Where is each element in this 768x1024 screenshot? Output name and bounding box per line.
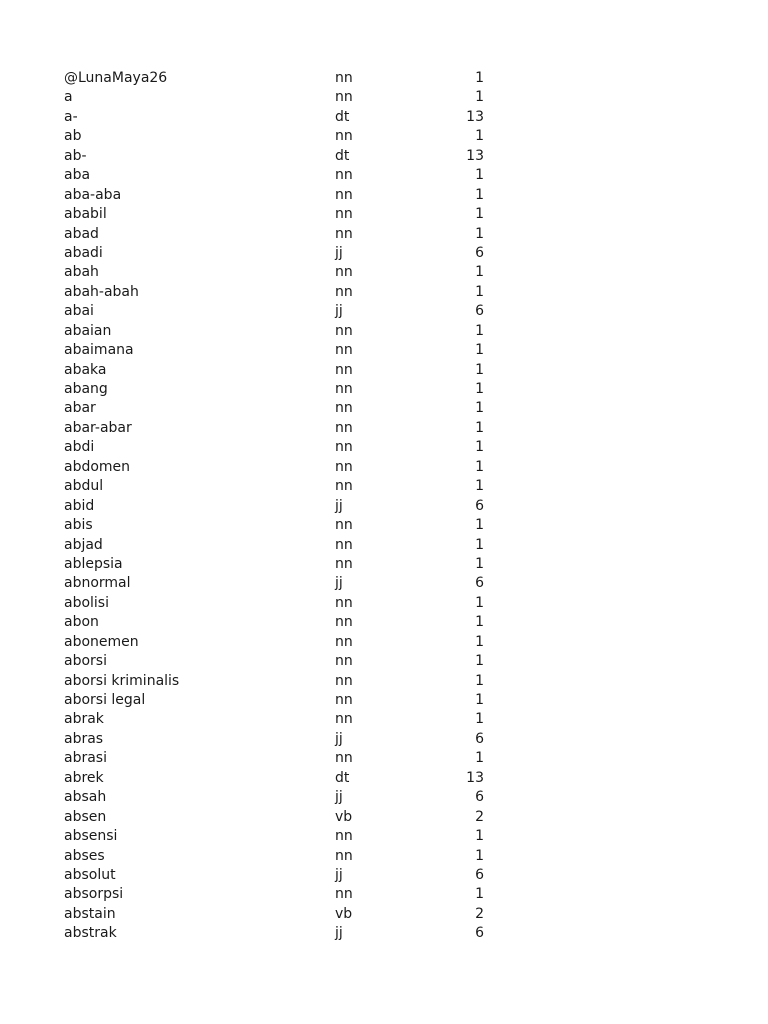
table-row (64, 574, 484, 593)
pos-tag-cell: nn (335, 886, 353, 903)
word-cell: abras (64, 730, 104, 747)
pos-tag-cell: nn (335, 89, 353, 106)
word-cell: absensi (64, 828, 118, 845)
pos-tag-cell: jj (335, 789, 343, 806)
count-cell: 6 (475, 866, 484, 883)
pos-tag-cell: jj (335, 730, 343, 747)
pos-tag-cell: nn (335, 672, 353, 689)
count-cell: 6 (475, 789, 484, 806)
word-cell: ababil (64, 206, 107, 223)
word-cell: absorpsi (64, 886, 124, 903)
count-cell: 2 (475, 905, 484, 922)
table-row (64, 885, 484, 904)
count-cell: 1 (475, 167, 484, 184)
table-row (64, 166, 484, 185)
table-row (64, 808, 484, 827)
count-cell: 6 (475, 497, 484, 514)
count-cell: 6 (475, 730, 484, 747)
word-cell: ab- (64, 147, 87, 164)
table-row (64, 594, 484, 613)
count-cell: 1 (475, 342, 484, 359)
count-cell: 1 (475, 555, 484, 572)
word-cell: abar (64, 400, 96, 417)
table-row (64, 710, 484, 729)
word-cell: abrek (64, 769, 104, 786)
count-cell: 6 (475, 925, 484, 942)
table-row (64, 341, 484, 360)
pos-tag-cell: nn (335, 322, 353, 339)
word-cell: abah-abah (64, 283, 139, 300)
table-row (64, 477, 484, 496)
count-cell: 1 (475, 70, 484, 86)
word-cell: abonemen (64, 633, 139, 650)
table-row (64, 497, 484, 516)
word-list-body (64, 69, 484, 944)
word-cell: abrasi (64, 750, 107, 767)
pos-tag-cell: nn (335, 711, 353, 728)
count-cell: 1 (475, 439, 484, 456)
pos-tag-cell: nn (335, 536, 353, 553)
pos-tag-cell: jj (335, 925, 343, 942)
table-row (64, 88, 484, 107)
word-cell: abaian (64, 322, 112, 339)
count-cell: 1 (475, 283, 484, 300)
pos-tag-cell: jj (335, 575, 343, 592)
table-row (64, 108, 484, 127)
pos-tag-cell: nn (335, 653, 353, 670)
pos-tag-cell: nn (335, 692, 353, 708)
pos-tag-cell: dt (335, 147, 350, 164)
table-row (64, 419, 484, 438)
word-cell: aba-aba (64, 186, 122, 203)
table-row (64, 225, 484, 244)
table-row (64, 516, 484, 535)
pos-tag-cell: nn (335, 167, 353, 184)
word-cell: abolisi (64, 594, 109, 611)
count-cell: 13 (466, 108, 484, 125)
word-cell: abnormal (64, 575, 131, 592)
table-row (64, 769, 484, 788)
pos-tag-cell: jj (335, 303, 343, 320)
word-cell: absolut (64, 866, 116, 883)
word-cell: abdomen (64, 458, 131, 475)
count-cell: 1 (475, 711, 484, 728)
pos-tag-cell: nn (335, 186, 353, 203)
table-row (64, 691, 484, 710)
word-cell: abaka (64, 361, 107, 378)
pos-tag-cell: nn (335, 828, 353, 845)
word-cell: abjad (64, 536, 103, 553)
count-cell: 2 (475, 808, 484, 825)
word-cell: aborsi legal (64, 692, 146, 708)
table-row (64, 847, 484, 866)
count-cell: 1 (475, 264, 484, 281)
table-row (64, 749, 484, 768)
table-row (64, 205, 484, 224)
table-row (64, 361, 484, 380)
count-cell: 1 (475, 594, 484, 611)
pos-tag-cell: nn (335, 342, 353, 359)
count-cell: 13 (466, 147, 484, 164)
word-cell: abid (64, 497, 95, 514)
word-cell: abses (64, 847, 105, 864)
word-cell: a (64, 89, 73, 106)
pos-tag-cell: nn (335, 517, 353, 534)
pos-tag-cell: nn (335, 633, 353, 650)
count-cell: 1 (475, 633, 484, 650)
count-cell: 1 (475, 478, 484, 495)
word-cell: aba (64, 167, 91, 184)
count-cell: 1 (475, 653, 484, 670)
pos-tag-cell: nn (335, 847, 353, 864)
pos-tag-cell: nn (335, 283, 353, 300)
pos-tag-cell: dt (335, 108, 350, 125)
count-cell: 1 (475, 750, 484, 767)
word-cell: abrak (64, 711, 104, 728)
word-cell: abang (64, 381, 108, 397)
table-row (64, 866, 484, 885)
pos-tag-cell: nn (335, 381, 353, 397)
pos-tag-cell: nn (335, 439, 353, 456)
pos-tag-cell: jj (335, 866, 343, 883)
word-cell: abstain (64, 905, 116, 922)
word-cell: aborsi kriminalis (64, 672, 180, 689)
pos-tag-cell: vb (335, 808, 353, 825)
pos-tag-cell: nn (335, 206, 353, 223)
count-cell: 6 (475, 244, 484, 261)
word-cell: abadi (64, 244, 103, 261)
pos-tag-cell: nn (335, 750, 353, 767)
word-cell: absah (64, 789, 107, 806)
word-cell: abah (64, 264, 99, 281)
word-cell: abis (64, 517, 93, 534)
table-row (64, 536, 484, 555)
pos-tag-cell: nn (335, 361, 353, 378)
pos-tag-cell: nn (335, 225, 353, 242)
count-cell: 1 (475, 614, 484, 631)
table-row (64, 633, 484, 652)
word-cell: ablepsia (64, 555, 123, 572)
word-cell: abdi (64, 439, 95, 456)
count-cell: 1 (475, 672, 484, 689)
count-cell: 1 (475, 206, 484, 223)
pos-tag-cell: vb (335, 905, 353, 922)
table-row (64, 263, 484, 282)
count-cell: 1 (475, 517, 484, 534)
pos-tag-cell: nn (335, 70, 353, 86)
word-cell: abad (64, 225, 99, 242)
word-cell: abar-abar (64, 419, 132, 436)
table-row (64, 827, 484, 846)
count-cell: 1 (475, 128, 484, 145)
count-cell: 1 (475, 322, 484, 339)
table-row (64, 730, 484, 749)
count-cell: 1 (475, 186, 484, 203)
count-cell: 1 (475, 886, 484, 903)
count-cell: 13 (466, 769, 484, 786)
pos-tag-cell: nn (335, 264, 353, 281)
table-row (64, 652, 484, 671)
count-cell: 1 (475, 225, 484, 242)
word-list-table (64, 69, 484, 944)
table-row (64, 399, 484, 418)
table-row (64, 672, 484, 691)
count-cell: 1 (475, 828, 484, 845)
pos-tag-cell: jj (335, 244, 343, 261)
count-cell: 6 (475, 303, 484, 320)
pos-tag-cell: nn (335, 458, 353, 475)
table-row (64, 283, 484, 302)
pos-tag-cell: nn (335, 400, 353, 417)
table-row (64, 302, 484, 321)
word-cell: abdul (64, 478, 104, 495)
pos-tag-cell: nn (335, 555, 353, 572)
count-cell: 1 (475, 419, 484, 436)
word-cell: absen (64, 808, 107, 825)
count-cell: 1 (475, 381, 484, 397)
table-row (64, 924, 484, 943)
pos-tag-cell: nn (335, 614, 353, 631)
count-cell: 1 (475, 89, 484, 106)
pos-tag-cell: jj (335, 497, 343, 514)
pos-tag-cell: nn (335, 128, 353, 145)
table-row (64, 186, 484, 205)
count-cell: 1 (475, 847, 484, 864)
table-row (64, 147, 484, 166)
pos-tag-cell: nn (335, 594, 353, 611)
table-row (64, 788, 484, 807)
count-cell: 6 (475, 575, 484, 592)
table-row (64, 69, 484, 88)
count-cell: 1 (475, 361, 484, 378)
count-cell: 1 (475, 400, 484, 417)
count-cell: 1 (475, 536, 484, 553)
table-row (64, 322, 484, 341)
table-row (64, 905, 484, 924)
table-row (64, 244, 484, 263)
pos-tag-cell: dt (335, 769, 350, 786)
table-row (64, 613, 484, 632)
word-cell: abai (64, 303, 94, 320)
table-row (64, 127, 484, 146)
word-cell: @LunaMaya26 (64, 70, 168, 86)
word-cell: abon (64, 614, 99, 631)
word-cell: abstrak (64, 925, 117, 942)
word-cell: aborsi (64, 653, 107, 670)
table-row (64, 438, 484, 457)
table-row (64, 458, 484, 477)
count-cell: 1 (475, 692, 484, 708)
pos-tag-cell: nn (335, 419, 353, 436)
table-row (64, 380, 484, 399)
count-cell: 1 (475, 458, 484, 475)
word-cell: abaimana (64, 342, 134, 359)
word-cell: a- (64, 108, 78, 125)
pos-tag-cell: nn (335, 478, 353, 495)
table-row (64, 555, 484, 574)
word-cell: ab (64, 128, 82, 145)
